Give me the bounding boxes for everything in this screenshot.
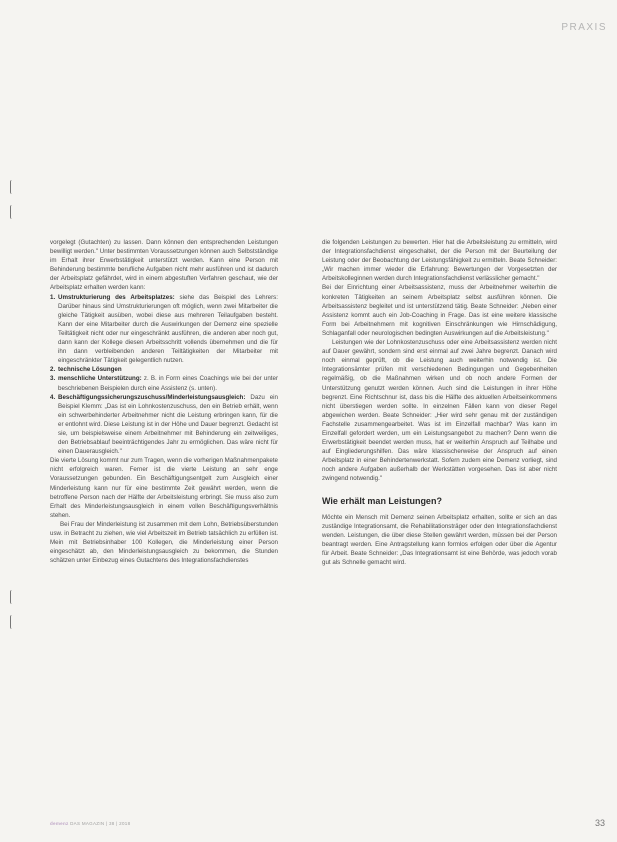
issue-info: DAS MAGAZIN | 38 | 2018 [70, 821, 131, 826]
margin-bracket [10, 205, 15, 219]
left-column [50, 238, 278, 565]
measures-list [50, 293, 278, 457]
list-item [50, 393, 278, 457]
item-title: Umstrukturierung des Arbeitsplatzes: [58, 293, 175, 301]
item-number: 2. [50, 366, 56, 374]
item-text: z. B. in Form eines Coachings wie bei der unter beschriebenen Beispielen durch eine Assistenz (s. unten). [58, 375, 279, 392]
list-item [50, 365, 278, 374]
margin-bracket [10, 180, 15, 194]
list-item [50, 293, 278, 366]
item-number: 3. [50, 375, 56, 383]
item-number: 1. [50, 293, 56, 301]
margin-bracket [10, 590, 15, 604]
body-paragraph: die folgenden Leistungen zu bewerten. Hier hat die Arbeitsleistung zu ermitteln, wird der Integrationsfachdienst eingeschaltet, der die Person mit der Beurteilung der Leistung oder der Beobachtung der Leistungsfähigkeit zu ermitteln. Beate Schneider: „Wir machen immer wieder die Erfahrung: Bewertungen der Vorgesetzten der Arbeitskolleginnen werden durch Integrationsfachdienst verlässlicher gemacht." [322, 239, 557, 283]
item-number: 4. [50, 393, 56, 401]
page-number: 33 [594, 818, 605, 828]
body-paragraph: Bei der Einrichtung einer Arbeitsassistenz, muss der Arbeitnehmer weiterhin die konkreten Tätigkeiten an seinem Arbeitsplatz selbst ausführen können. Die Arbeitsassistenz begleitet und ist unterstützend tätig. Beate Schneider: „Neben einer Assistenz kommt auch ein Job-Coaching in Frage. Das ist eine weitere klassische Form bei Arbeitnehmern mit kognitiven Einschränkungen wie Hirnschädigung, Schlaganfall oder neurologischen bedingten Auswirkungen auf die Arbeitsleistung." [322, 284, 557, 337]
body-paragraph: Die vierte Lösung kommt nur zum Tragen, wenn die vorherigen Maßnahmenpakete nicht erfolgreich waren. Ferner ist die vierte Leistung an sehr enge Voraussetzungen gebunden. Ein Beschäftigungsentgelt zum Ausgleich einer Minderleistung kann nur für eine bestimmte Zeit gewährt werden, wenn die betroffene Person nach der Hälfte der Arbeitsleistung erbringt. Sie muss also zum Erhalt des Minderleistungsausgleich in einem vollen Beschäftigungsverhältnis stehen. [50, 457, 278, 519]
magazine-brand: demenz [50, 821, 69, 826]
item-text: siehe das Beispiel des Lehrers: Darüber hinaus sind Umstrukturierungen oft möglich, wenn zwei Mitarbeiter die gleiche Tätigkeit ausüben, wobei diese aus mehreren Teilaufgaben besteht. Kann der eine Mitarbeiter durch die Auswirkungen der Demenz eine spezielle Teiltätigkeit nicht oder nur eingeschränkt ausführen, die anderen aber noch gut, dann kann der Kollege diesen Arbeitsschritt vollends übernehmen und die für ihn dann verbleibenden anderen Teiltätigkeiten der Mitarbeiter mit eingeschränkter Tätigkeit gelegentlich nutzen. [58, 293, 278, 365]
footer-info [50, 821, 130, 826]
right-column [322, 238, 557, 567]
item-text: Dazu ein Beispiel Klemm: „Das ist ein Lohnkostenzuschuss, den ein Betrieb erhält, wenn ein schwerbehinderter Arbeitnehmer nicht die Leistung erbringen kann, für die er entlohnt wird. Diese Leistung ist in der Höhe und Dauer begrenzt. Gedacht ist sie, um beispielsweise einem Arbeitnehmer mit Behinderung ein zeitweiliges, den Betriebsablauf beeinträchtigendes Jahr zu ermöglichen. Das wäre nicht für einen Dauerausgleich." [58, 393, 278, 456]
list-item [50, 374, 278, 392]
section-label: PRAXIS [561, 22, 607, 33]
margin-bracket [10, 615, 15, 629]
item-title: Beschäftigungssicherungszuschuss/Minderleistungsausgleich: [58, 393, 246, 401]
item-title: technische Lösungen [58, 366, 122, 374]
item-title: menschliche Unterstützung: [58, 375, 142, 383]
body-paragraph: Leistungen wie der Lohnkostenzuschuss oder eine Arbeitsassistenz werden nicht auf Dauer gewährt, sondern sind erst einmal auf zwei Jahre begrenzt. Danach wird noch einmal geprüft, ob die Leistung auch weiterhin notwendig ist. Die Integrationsämter prüfen mit verschiedenen Bedingungen und Gegebenheiten regelmäßig, ob die Maßnahmen wirken und ob noch andere Formen der Unterstützung genutzt werden können. Auch sind die Leistungen in ihrer Höhe begrenzt. Eine Richtschnur ist, dass bis die Hälfte des aktuellen Arbeitseinkommens nicht überstiegen werden sollte. In einzelnen Fällen kann von dieser Regel abgewichen werden. Beate Schneider: „Hier wird sehr genau mit der zuständigen Fachstelle zusammengearbeitet. Was ist im Einzelfall machbar? Was kann im Einzelfall gefordert werden, um ein Leistungsangebot zu machen? Denn wenn die Erwerbstätigkeit beendet werden muss, hat er weiterhin Anspruch auf Teilhabe und auf Eingliederungshilfen. Das wäre klassischerweise der Anspruch auf einen Arbeitsplatz in einer Behindertenwerkstatt. Sofern zudem eine Demenz vorliegt, sind noch andere Aufgaben außerhalb der Werkstätten vorgesehen. Das ist aber nicht zwingend notwendig." [322, 339, 557, 483]
intro-paragraph: vorgelegt (Gutachten) zu lassen. Dann können den entsprechenden Leistungen bewilligt werden." Unter bestimmten Voraussetzungen können auch Selbstständige im Erhalt ihrer Erwerbstätigkeit unterstützt werden. Kann eine Person mit Behinderung bestimmte berufliche Aufgaben nicht mehr ausführen und ist dadurch der Arbeitsplatz gefährdet, wird in einem abgestuften Verfahren geschaut, wie der Arbeitsplatz erhalten werden kann: [50, 239, 278, 292]
body-paragraph: Bei Frau der Minderleistung ist zusammen mit dem Lohn, Betriebsüberstunden usw. in Betracht zu ziehen, wie viel Arbeitszeit im Betrieb tatsächlich zu erfüllen ist. Mein mit Betriebsinhaber 100 Kollegen, die Minderleistung einer Person eingeschätzt ab, den Minderleistungsausgleich zu bekommen, die Stunden schätzen unter Einbezug eines Gutachtens des Integrationsfachdienstes [50, 520, 278, 565]
body-paragraph: Möchte ein Mensch mit Demenz seinen Arbeitsplatz erhalten, sollte er sich an das zuständige Integrationsamt, die Rehabilitationsträger oder den Integrationsfachdienst wenden. Leistungen, die über diese Stellen gewährt werden, müssen bei der Person beantragt werden. Eine Antragstellung kann formlos erfolgen oder über die Agentur für Arbeit. Beate Schneider: „Das Integrationsamt ist eine Behörde, was jedoch vorab gut als Schnelle gemacht wird. [322, 513, 557, 566]
section-heading: Wie erhält man Leistungen? [322, 495, 442, 506]
